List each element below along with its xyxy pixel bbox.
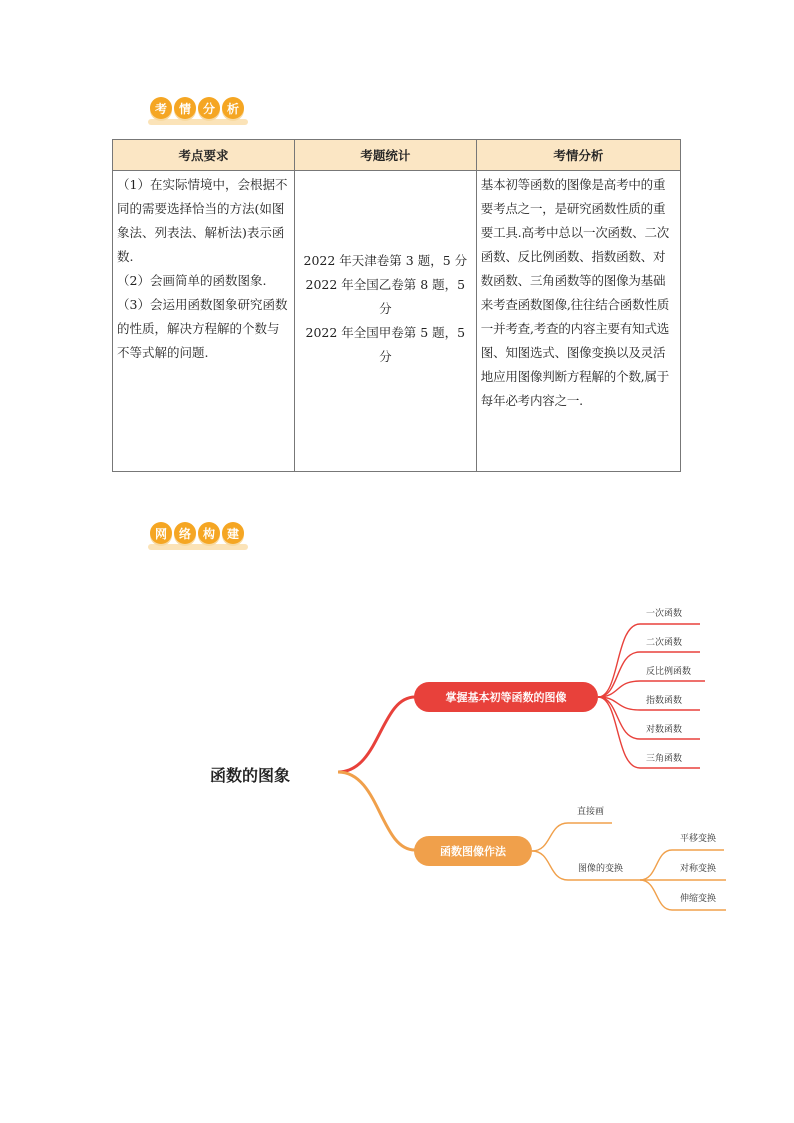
analysis-text: 基本初等函数的图像是高考中的重要考点之一，是研究函数性质的重要工具.高考中总以一次函数、二次函数、反比例函数、指数函数、对数函数、三角函数等的图像为基础来考查函数图像,往往结合函数性质一并考查,考查的内容主要有知式选图、知图选式、图像变换以及灵活地应用图像判断方程解的个数,属于每年必考内容之一. — [480, 177, 670, 408]
leaf-linear-function: 一次函数 — [646, 609, 683, 619]
leaf-exponential-function: 指数函数 — [646, 696, 683, 706]
badge-char: 情 — [174, 97, 196, 119]
statistic-2: 2022 年全国乙卷第 8 题，5 分 — [305, 277, 466, 316]
requirement-3: （3）会运用函数图象研究函数的性质，解决方程解的个数与不等式解的问题. — [117, 297, 288, 360]
header-analysis: 考情分析 — [476, 140, 680, 171]
connector-root-branch1 — [338, 697, 415, 772]
leaf-logarithmic-function: 对数函数 — [646, 725, 683, 735]
header-statistics: 考题统计 — [294, 140, 476, 171]
badge-char: 建 — [222, 522, 244, 544]
statistic-1: 2022 年天津卷第 3 题，5 分 — [303, 253, 468, 268]
leaf-symmetry: 对称变换 — [680, 864, 717, 874]
branch2-label: 函数图像作法 — [440, 845, 506, 858]
connector-root-branch2 — [338, 772, 415, 850]
requirement-1: （1）在实际情境中，会根据不同的需要选择恰当的方法(如图象法、列表法、解析法)表示函数. — [117, 177, 288, 264]
badge-char: 网 — [150, 522, 172, 544]
badge-char: 考 — [150, 97, 172, 119]
mindmap-root: 函数的图象 — [210, 766, 291, 785]
badge-char: 析 — [222, 97, 244, 119]
leaf-direct-draw: 直接画 — [577, 807, 605, 817]
badge-char: 分 — [198, 97, 220, 119]
header-requirements: 考点要求 — [113, 140, 295, 171]
leaf-inverse-function: 反比例函数 — [646, 667, 692, 677]
requirement-2: （2）会画简单的函数图象. — [117, 273, 267, 288]
leaf-quadratic-function: 二次函数 — [646, 638, 683, 648]
leaf-translation: 平移变换 — [680, 834, 717, 844]
statistic-3: 2022 年全国甲卷第 5 题，5 分 — [305, 325, 466, 364]
badge-char: 构 — [198, 522, 220, 544]
badge-char: 络 — [174, 522, 196, 544]
leaf-scaling: 伸缩变换 — [680, 894, 717, 904]
leaf-graph-transform: 图像的变换 — [578, 864, 624, 874]
branch1-label: 掌握基本初等函数的图像 — [445, 691, 567, 704]
leaf-trig-function: 三角函数 — [646, 754, 683, 764]
